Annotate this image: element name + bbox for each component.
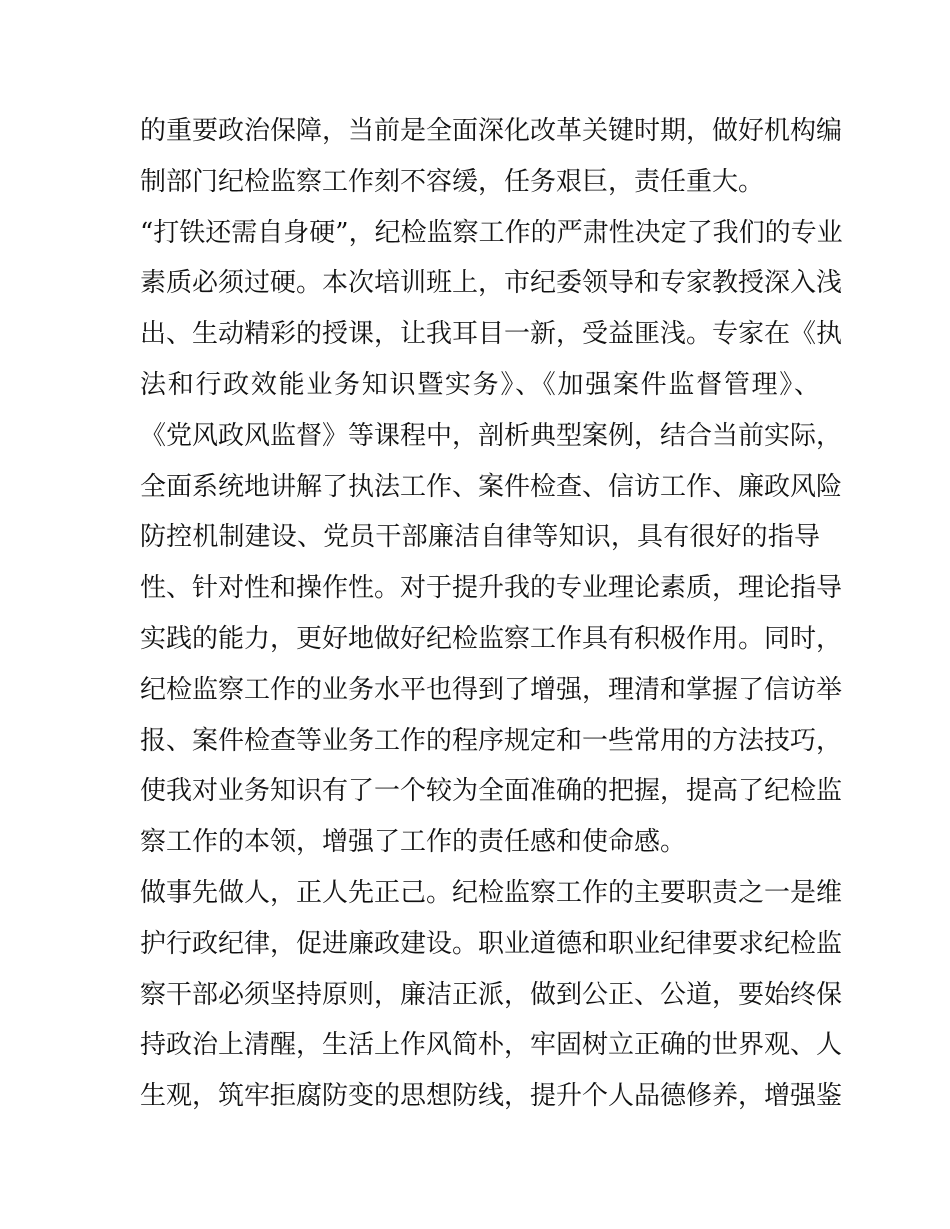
text-line: 法和行政效能业务知识暨实务》、《加强案件监督管理》、 [140,369,820,400]
text-line: 素质必须过硬。本次培训班上，市纪委领导和专家教授深入浅 [140,268,843,299]
text-line: 实践的能力，更好地做好纪检监察工作具有积极作用。同时， [140,623,843,654]
text-line: 防控机制建设、党员干部廉洁自律等知识，具有很好的指导 [140,522,820,553]
text-line: 制部门纪检监察工作刻不容缓，任务艰巨，责任重大。 [140,166,765,197]
text-line: 报、案件检查等业务工作的程序规定和一些常用的方法技巧， [140,725,843,756]
text-line: 生观，筑牢拒腐防变的思想防线，提升个人品德修养，增强鉴 [140,1081,843,1112]
text-line: 护行政纪律，促进廉政建设。职业道德和职业纪律要求纪检监 [140,928,843,959]
text-line: 全面系统地讲解了执法工作、案件检查、信访工作、廉政风险 [140,471,843,502]
text-line: 性、针对性和操作性。对于提升我的专业理论素质，理论指导 [140,573,843,604]
text-line: 察工作的本领，增强了工作的责任感和使命感。 [140,827,687,858]
text-line: 《党风政风监督》等课程中，剖析典型案例，结合当前实际， [140,420,843,451]
text-line: 的重要政治保障，当前是全面深化改革关键时期，做好机构编 [140,116,843,146]
text-line: “打铁还需自身硬”，纪检监察工作的严肃性决定了我们的专业 [140,217,843,248]
text-line: 纪检监察工作的业务水平也得到了增强，理清和掌握了信访举 [140,674,843,705]
text-line: 出、生动精彩的授课，让我耳目一新，受益匪浅。专家在《执 [140,319,843,350]
text-line: 持政治上清醒，生活上作风简朴，牢固树立正确的世界观、人 [140,1030,843,1061]
text-line: 察干部必须坚持原则，廉洁正派，做到公正、公道，要始终保 [140,979,843,1010]
text-line: 使我对业务知识有了一个较为全面准确的把握，提高了纪检监 [140,776,843,807]
body-text [140,106,843,1122]
text-line: 做事先做人，正人先正己。纪检监察工作的主要职责之一是维 [140,877,843,908]
